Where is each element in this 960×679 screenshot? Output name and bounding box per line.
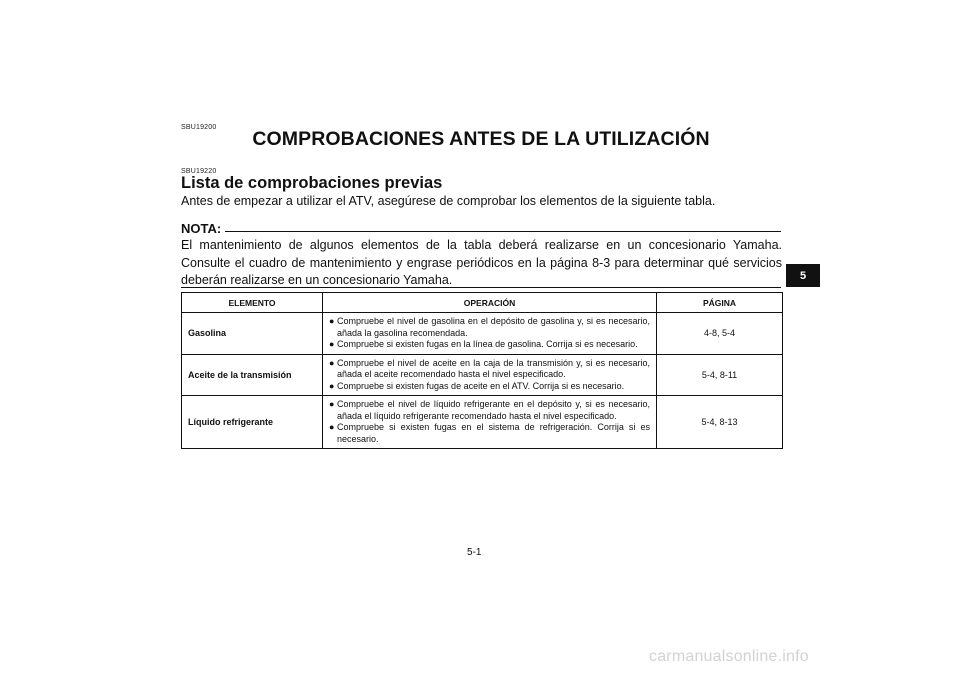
row-element: Gasolina xyxy=(182,313,323,355)
row-page: 5-4, 8-13 xyxy=(657,396,783,449)
bullet-icon: ● xyxy=(329,380,335,391)
bullet-icon: ● xyxy=(329,339,335,349)
operation-item: ● Compruebe si existen fugas de aceite en el ATV. Corrija si es necesario. xyxy=(329,380,625,391)
bullet-icon: ● xyxy=(329,357,335,368)
operation-item: ● Compruebe el nivel de líquido refrigerante en el depósito y, si es necesario, añada el líquido refrigerante recomendado hasta el nivel especificado. xyxy=(329,399,650,421)
header-operation: OPERACIÓN xyxy=(323,293,657,313)
bullet-icon: ● xyxy=(329,422,335,432)
row-operations xyxy=(323,396,657,449)
row-page: 5-4, 8-11 xyxy=(657,354,783,396)
table-row xyxy=(182,396,783,449)
chapter-reference-code: SBU19200 xyxy=(181,124,217,131)
row-operations xyxy=(323,313,657,355)
table-header-row xyxy=(182,293,783,313)
operation-item: ● Compruebe el nivel de gasolina en el depósito de gasolina y, si es necesario, añada la gasolina recomendada. xyxy=(329,316,650,338)
table-row xyxy=(182,313,783,355)
chapter-tab: 5 xyxy=(786,264,820,287)
note-header xyxy=(181,221,781,237)
pre-operation-checklist-table xyxy=(181,292,783,449)
note-rule xyxy=(225,231,781,232)
row-element: Líquido refrigerante xyxy=(182,396,323,449)
row-operations xyxy=(323,354,657,396)
row-page: 4-8, 5-4 xyxy=(657,313,783,355)
page-number: 5-1 xyxy=(467,547,482,558)
bullet-icon: ● xyxy=(329,399,335,409)
watermark: carmanualsonline.info xyxy=(649,648,809,665)
header-element: ELEMENTO xyxy=(182,293,323,313)
section-title: Lista de comprobaciones previas xyxy=(181,174,443,192)
row-element: Aceite de la transmisión xyxy=(182,354,323,396)
note-end-rule xyxy=(181,287,781,288)
intro-paragraph: Antes de empezar a utilizar el ATV, asegúrese de comprobar los elementos de la siguiente tabla. xyxy=(181,194,716,208)
table-row xyxy=(182,354,783,396)
section-reference-code: SBU19220 xyxy=(181,168,217,175)
header-page: PÁGINA xyxy=(657,293,783,313)
operation-item: ● Compruebe el nivel de aceite en la caja de la transmisión y, si es necesario, añada el aceite recomendado hasta el nivel especificado. xyxy=(329,357,650,379)
operation-item: ● Compruebe si existen fugas en el sistema de refrigeración. Corrija si es necesario. xyxy=(329,422,650,444)
note-label: NOTA: xyxy=(181,221,222,236)
operation-item: ● Compruebe si existen fugas en la línea de gasolina. Corrija si es necesario. xyxy=(329,339,638,349)
chapter-title: COMPROBACIONES ANTES DE LA UTILIZACIÓN xyxy=(252,128,710,150)
note-text: El mantenimiento de algunos elementos de la tabla deberá realizarse en un concesionario Yamaha. Consulte el cuadro de mantenimiento y engrase periódicos en la página 8-3 para determinar qué servicios deberán realizarse en un concesionario Yamaha. xyxy=(181,238,782,287)
bullet-icon: ● xyxy=(329,316,335,326)
